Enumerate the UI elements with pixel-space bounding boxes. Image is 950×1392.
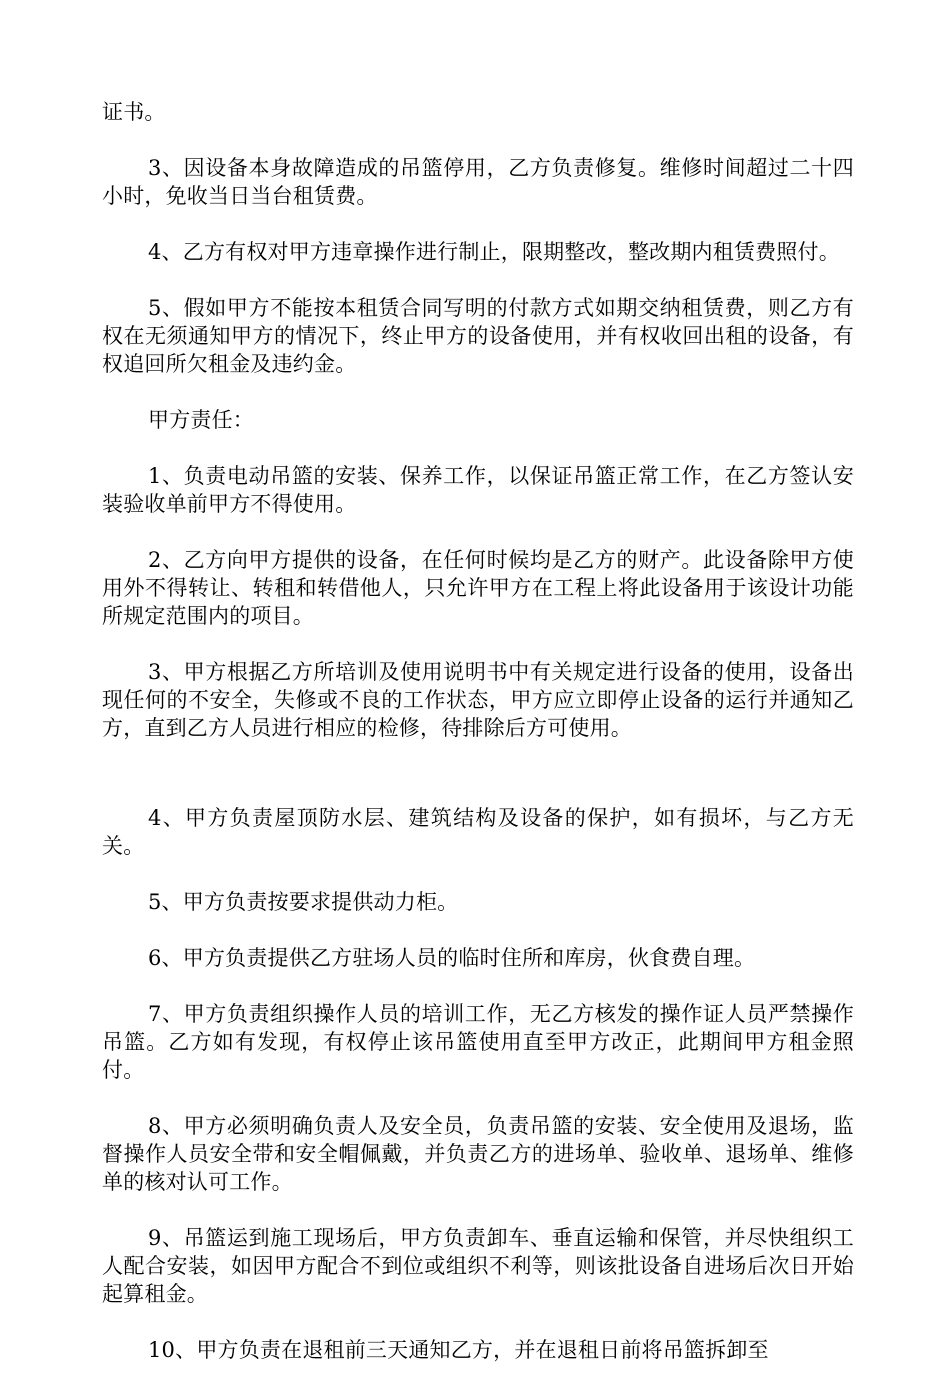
paragraph-a-clause-7: 7、甲方负责组织操作人员的培训工作，无乙方核发的操作证人员严禁操作吊篮。乙方如有发现，有权停止该吊篮使用直至甲方改正，此期间甲方租金照付。	[102, 1002, 854, 1082]
paragraph-a-clause-10: 10、甲方负责在退租前三天通知乙方，并在退租日前将吊篮拆卸至	[148, 1338, 769, 1362]
paragraph-a-clause-9: 9、吊篮运到施工现场后，甲方负责卸车、垂直运输和保管，并尽快组织工人配合安装，如因甲方配合不到位或组织不利等，则该批设备自进场后次日开始起算租金。	[102, 1226, 854, 1306]
section-heading-party-a-responsibilities: 甲方责任：	[148, 408, 254, 432]
paragraph-certificate-end: 证书。	[102, 100, 166, 124]
paragraph-a-clause-6: 6、甲方负责提供乙方驻场人员的临时住所和库房，伙食费自理。	[148, 946, 756, 970]
paragraph-a-clause-8: 8、甲方必须明确负责人及安全员，负责吊篮的安装、安全使用及退场，监督操作人员安全带和安全帽佩戴，并负责乙方的进场单、验收单、退场单、维修单的核对认可工作。	[102, 1114, 854, 1194]
paragraph-a-clause-3: 3、甲方根据乙方所培训及使用说明书中有关规定进行设备的使用，设备出现任何的不安全，失修或不良的工作状态，甲方应立即停止设备的运行并通知乙方，直到乙方人员进行相应的检修，待排除后方可使用。	[102, 660, 854, 740]
document-body	[102, 98, 854, 1392]
paragraph-a-clause-1: 1、负责电动吊篮的安装、保养工作，以保证吊篮正常工作，在乙方签认安装验收单前甲方不得使用。	[102, 464, 854, 516]
paragraph-b-clause-4: 4、乙方有权对甲方违章操作进行制止，限期整改，整改期内租赁费照付。	[148, 240, 840, 264]
paragraph-b-clause-3: 3、因设备本身故障造成的吊篮停用，乙方负责修复。维修时间超过二十四小时，免收当日当台租赁费。	[102, 156, 854, 208]
paragraph-a-clause-2: 2、乙方向甲方提供的设备，在任何时候均是乙方的财产。此设备除甲方使用外不得转让、转租和转借他人，只允许甲方在工程上将此设备用于该设计功能所规定范围内的项目。	[102, 548, 854, 628]
paragraph-a-clause-4: 4、甲方负责屋顶防水层、建筑结构及设备的保护，如有损坏，与乙方无关。	[102, 806, 854, 858]
paragraph-a-clause-5: 5、甲方负责按要求提供动力柜。	[148, 890, 459, 914]
paragraph-b-clause-5: 5、假如甲方不能按本租赁合同写明的付款方式如期交纳租赁费，则乙方有权在无须通知甲方的情况下，终止甲方的设备使用，并有权收回出租的设备，有权追回所欠租金及违约金。	[102, 296, 854, 376]
